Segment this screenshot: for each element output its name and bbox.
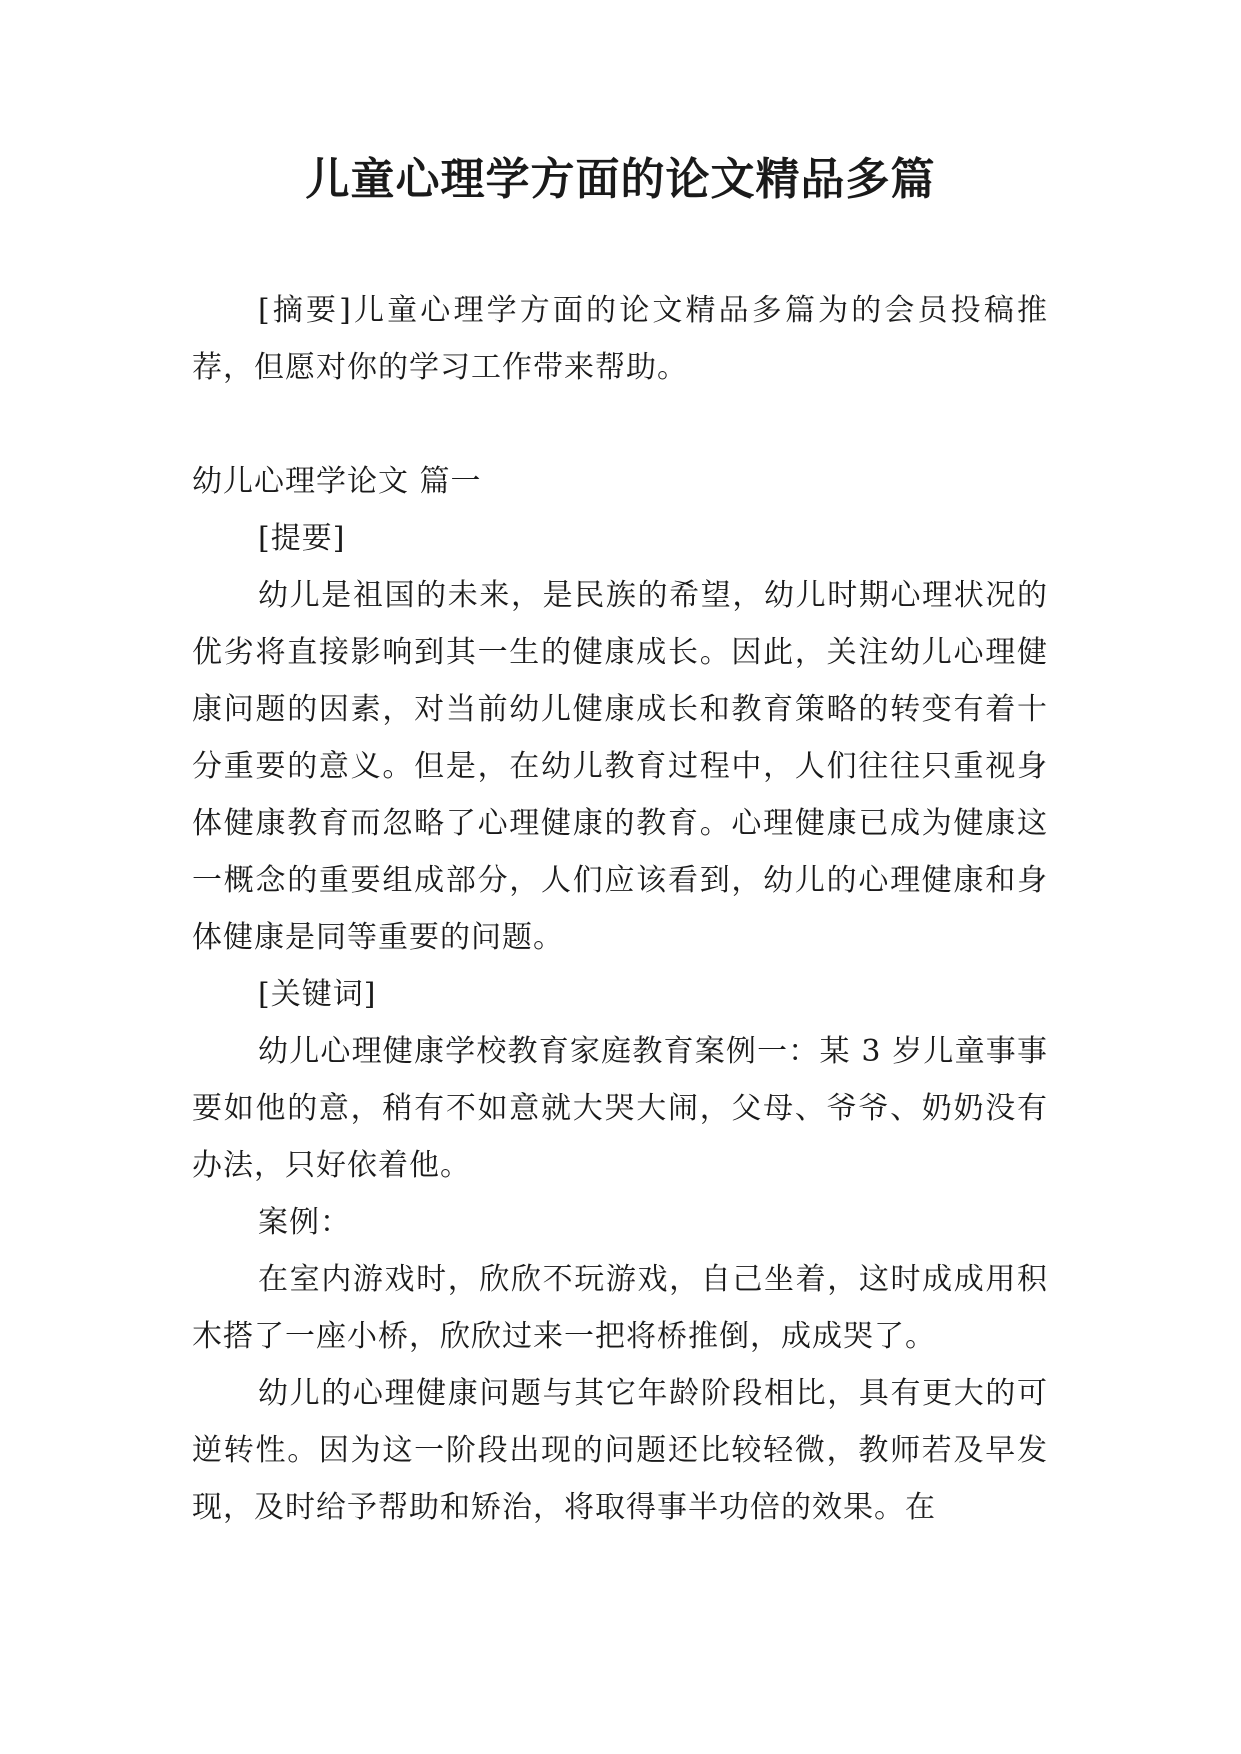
case-label: 案例： (258, 1205, 351, 1240)
body-paragraph: 幼儿的心理健康问题与其它年龄阶段相比，具有更大的可逆转性。因为这一阶段出现的问题还比较轻微，教师若及早发现，及时给予帮助和矫治，将取得事半功倍的效果。在 (192, 1376, 1048, 1525)
body-paragraph: 在室内游戏时，欣欣不玩游戏，自己坐着，这时成成用积木搭了一座小桥，欣欣过来一把将桥推倒，成成哭了。 (192, 1262, 1048, 1354)
keywords-label: [关键词] (258, 977, 377, 1012)
document-body (192, 282, 1048, 1536)
body-paragraph: 幼儿是祖国的未来，是民族的希望，幼儿时期心理状况的优劣将直接影响到其一生的健康成长。因此，关注幼儿心理健康问题的因素，对当前幼儿健康成长和教育策略的转变有着十分重要的意义。但是，在幼儿教育过程中，人们往往只重视身体健康教育而忽略了心理健康的教育。心理健康已成为健康这一概念的重要组成部分，人们应该看到，幼儿的心理健康和身体健康是同等重要的问题。 (192, 578, 1048, 955)
document-title: 儿童心理学方面的论文精品多篇 (305, 154, 936, 205)
section-heading: 幼儿心理学论文 篇一 (192, 464, 482, 499)
summary-label: [提要] (258, 521, 346, 556)
abstract-paragraph: [摘要]儿童心理学方面的论文精品多篇为的会员投稿推荐，但愿对你的学习工作带来帮助。 (192, 293, 1048, 385)
body-paragraph: 幼儿心理健康学校教育家庭教育案例一：某 3 岁儿童事事要如他的意，稍有不如意就大哭大闹，父母、爷爷、奶奶没有办法，只好依着他。 (192, 1034, 1048, 1183)
